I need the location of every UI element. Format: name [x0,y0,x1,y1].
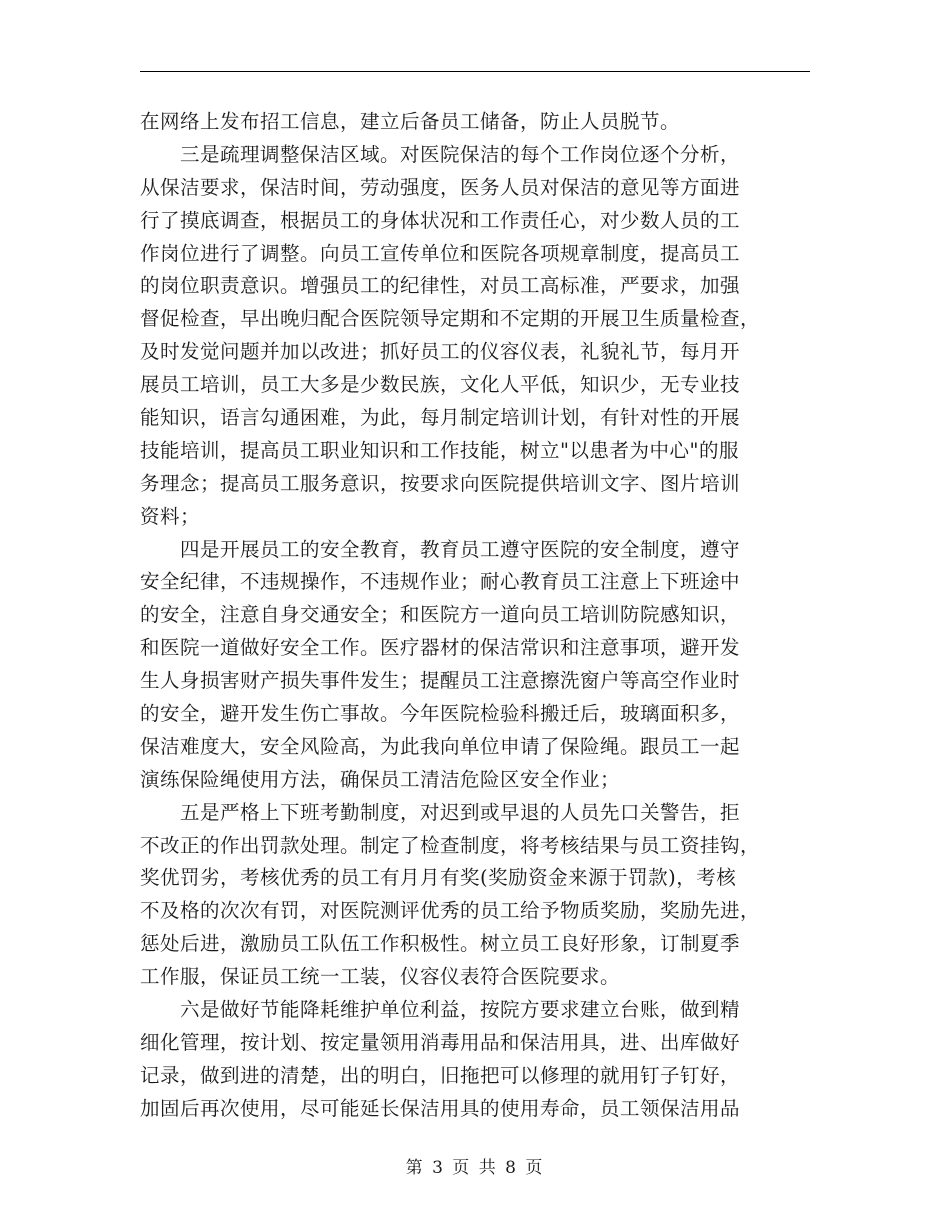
header-rule [140,71,810,72]
text-line: 记录，做到进的清楚，出的明白，旧拖把可以修理的就用钉子钉好， [140,1063,741,1087]
text-line: 从保洁要求，保洁时间，劳动强度，医务人员对保洁的意见等方面进 [140,175,741,199]
text-line: 四是开展员工的安全教育，教育员工遵守医院的安全制度，遵守 [180,537,741,561]
text-line: 演练保险绳使用方法，确保员工清洁危险区安全作业； [140,767,621,791]
text-line: 不改正的作出罚款处理。制定了检查制度，将考核结果与员工资挂钩， [140,833,761,857]
page-footer: 第 3 页 共 8 页 [405,1158,545,1178]
text-line: 在网络上发布招工信息，建立后备员工储备，防止人员脱节。 [140,110,681,133]
text-line: 工作服，保证员工统一工装，仪容仪表符合医院要求。 [140,965,621,989]
text-line: 督促检查，早出晚归配合医院领导定期和不定期的开展卫生质量检查， [140,307,761,331]
text-line: 务理念；提高员工服务意识，按要求向医院提供培训文字、图片培训 [140,471,741,495]
text-line: 展员工培训，员工大多是少数民族，文化人平低，知识少，无专业技 [140,373,741,397]
text-line: 的安全，避开发生伤亡事故。今年医院检验科搬迁后，玻璃面积多， [140,702,741,726]
text-line: 的岗位职责意识。增强员工的纪律性，对员工高标准，严要求，加强 [140,274,741,298]
text-line: 技能培训，提高员工职业知识和工作技能，树立"以患者为中心"的服 [140,438,739,462]
text-line: 三是疏理调整保洁区域。对医院保洁的每个工作岗位逐个分析， [180,142,741,166]
text-line: 惩处后进，激励员工队伍工作积极性。树立员工良好形象，订制夏季 [140,932,741,956]
text-line: 安全纪律，不违规操作，不违规作业；耐心教育员工注意上下班途中 [140,570,741,594]
text-line: 细化管理，按计划、按定量领用消毒用品和保洁用具，进、出库做好 [140,1030,741,1054]
text-line: 能知识，语言勾通困难，为此，每月制定培训计划，有针对性的开展 [140,406,741,430]
text-line: 不及格的次次有罚，对医院测评优秀的员工给予物质奖励，奖励先进， [140,899,761,923]
text-line: 资料； [140,504,201,528]
text-line: 的安全，注意自身交通安全；和医院方一道向员工培训防院感知识， [140,603,741,627]
text-line: 和医院一道做好安全工作。医疗器材的保洁常识和注意事项，避开发 [140,636,741,660]
text-line: 六是做好节能降耗维护单位利益，按院方要求建立台账，做到精 [180,998,741,1022]
text-line: 作岗位进行了调整。向员工宣传单位和医院各项规章制度，提高员工 [140,241,741,265]
text-line: 加固后再次使用，尽可能延长保洁用具的使用寿命，员工领保洁用品 [140,1096,741,1120]
text-line: 奖优罚劣，考核优秀的员工有月月有奖(奖励资金来源于罚款)，考核 [140,866,737,890]
text-line: 保洁难度大，安全风险高，为此我向单位申请了保险绳。跟员工一起 [140,734,741,758]
text-line: 行了摸底调查，根据员工的身体状况和工作责任心，对少数人员的工 [140,208,741,232]
document-body [140,106,820,1126]
text-line: 生人身损害财产损失事件发生；提醒员工注意擦洗窗户等高空作业时 [140,669,741,693]
text-line: 五是严格上下班考勤制度，对迟到或早退的人员先口关警告，拒 [180,800,741,824]
text-line: 及时发觉问题并加以改进；抓好员工的仪容仪表，礼貌礼节，每月开 [140,340,741,364]
